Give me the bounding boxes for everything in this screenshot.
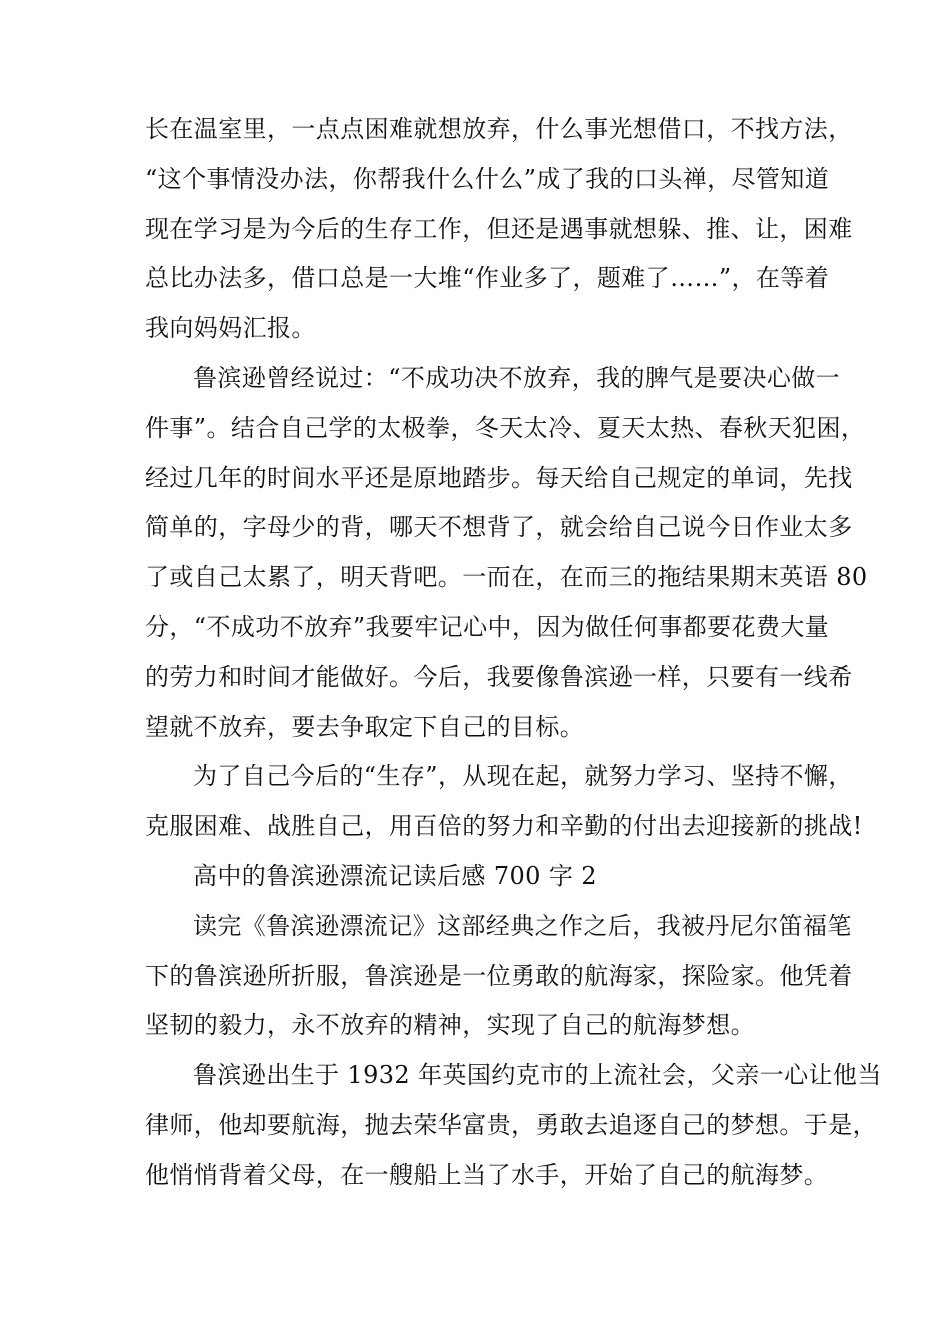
text-line: 我向妈妈汇报。: [145, 314, 316, 343]
paragraph-start-line: 鲁滨逊曾经说过：“不成功决不放弃，我的脾气是要决心做一: [193, 363, 841, 392]
text-line: 经过几年的时间水平还是原地踏步。每天给自己规定的单词，先找: [145, 463, 853, 492]
text-line: 律师，他却要航海，抛去荣华富贵，勇敢去追逐自己的梦想。于是，: [145, 1110, 877, 1139]
text-line: 简单的，字母少的背，哪天不想背了，就会给自己说今日作业太多: [145, 513, 853, 542]
text-line: 克服困难、战胜自己，用百倍的努力和辛勤的付出去迎接新的挑战!: [145, 812, 863, 841]
paragraph-start-line: 读完《鲁滨逊漂流记》这部经典之作之后，我被丹尼尔笛福笔: [193, 911, 852, 940]
text-line: 总比办法多，借口总是一大堆“作业多了，题难了……”，在等着: [145, 264, 830, 293]
text-line: 的劳力和时间才能做好。今后，我要像鲁滨逊一样，只要有一线希: [145, 662, 853, 691]
text-line: 件事”。结合自己学的太极拳，冬天太冷、夏天太热、春秋天犯困，: [145, 413, 866, 442]
text-line: 坚韧的毅力，永不放弃的精神，实现了自己的航海梦想。: [145, 1011, 755, 1040]
section-heading: 高中的鲁滨逊漂流记读后感 700 字 2: [193, 861, 597, 890]
text-line: 下的鲁滨逊所折服，鲁滨逊是一位勇敢的航海家，探险家。他凭着: [145, 961, 853, 990]
paragraph-start-line: 为了自己今后的“生存”，从现在起，就努力学习、坚持不懈，: [193, 762, 853, 791]
text-line: 分，“不成功不放弃”我要牢记心中，因为做任何事都要花费大量: [145, 612, 830, 641]
text-line: 他悄悄背着父母，在一艘船上当了水手，开始了自己的航海梦。: [145, 1160, 829, 1189]
text-line: “这个事情没办法，你帮我什么什么”成了我的口头禅，尽管知道: [145, 164, 830, 193]
document-body: [145, 105, 882, 1201]
text-line: 望就不放弃，要去争取定下自己的目标。: [145, 712, 585, 741]
text-line: 现在学习是为今后的生存工作，但还是遇事就想躲、推、让，困难: [145, 214, 853, 243]
text-line: 了或自己太累了，明天背吧。一而在，在而三的拖结果期末英语 80: [145, 563, 868, 592]
paragraph-start-line: 鲁滨逊出生于 1932 年英国约克市的上流社会，父亲一心让他当: [193, 1061, 882, 1090]
text-line: 长在温室里，一点点困难就想放弃，什么事光想借口，不找方法，: [145, 115, 853, 143]
